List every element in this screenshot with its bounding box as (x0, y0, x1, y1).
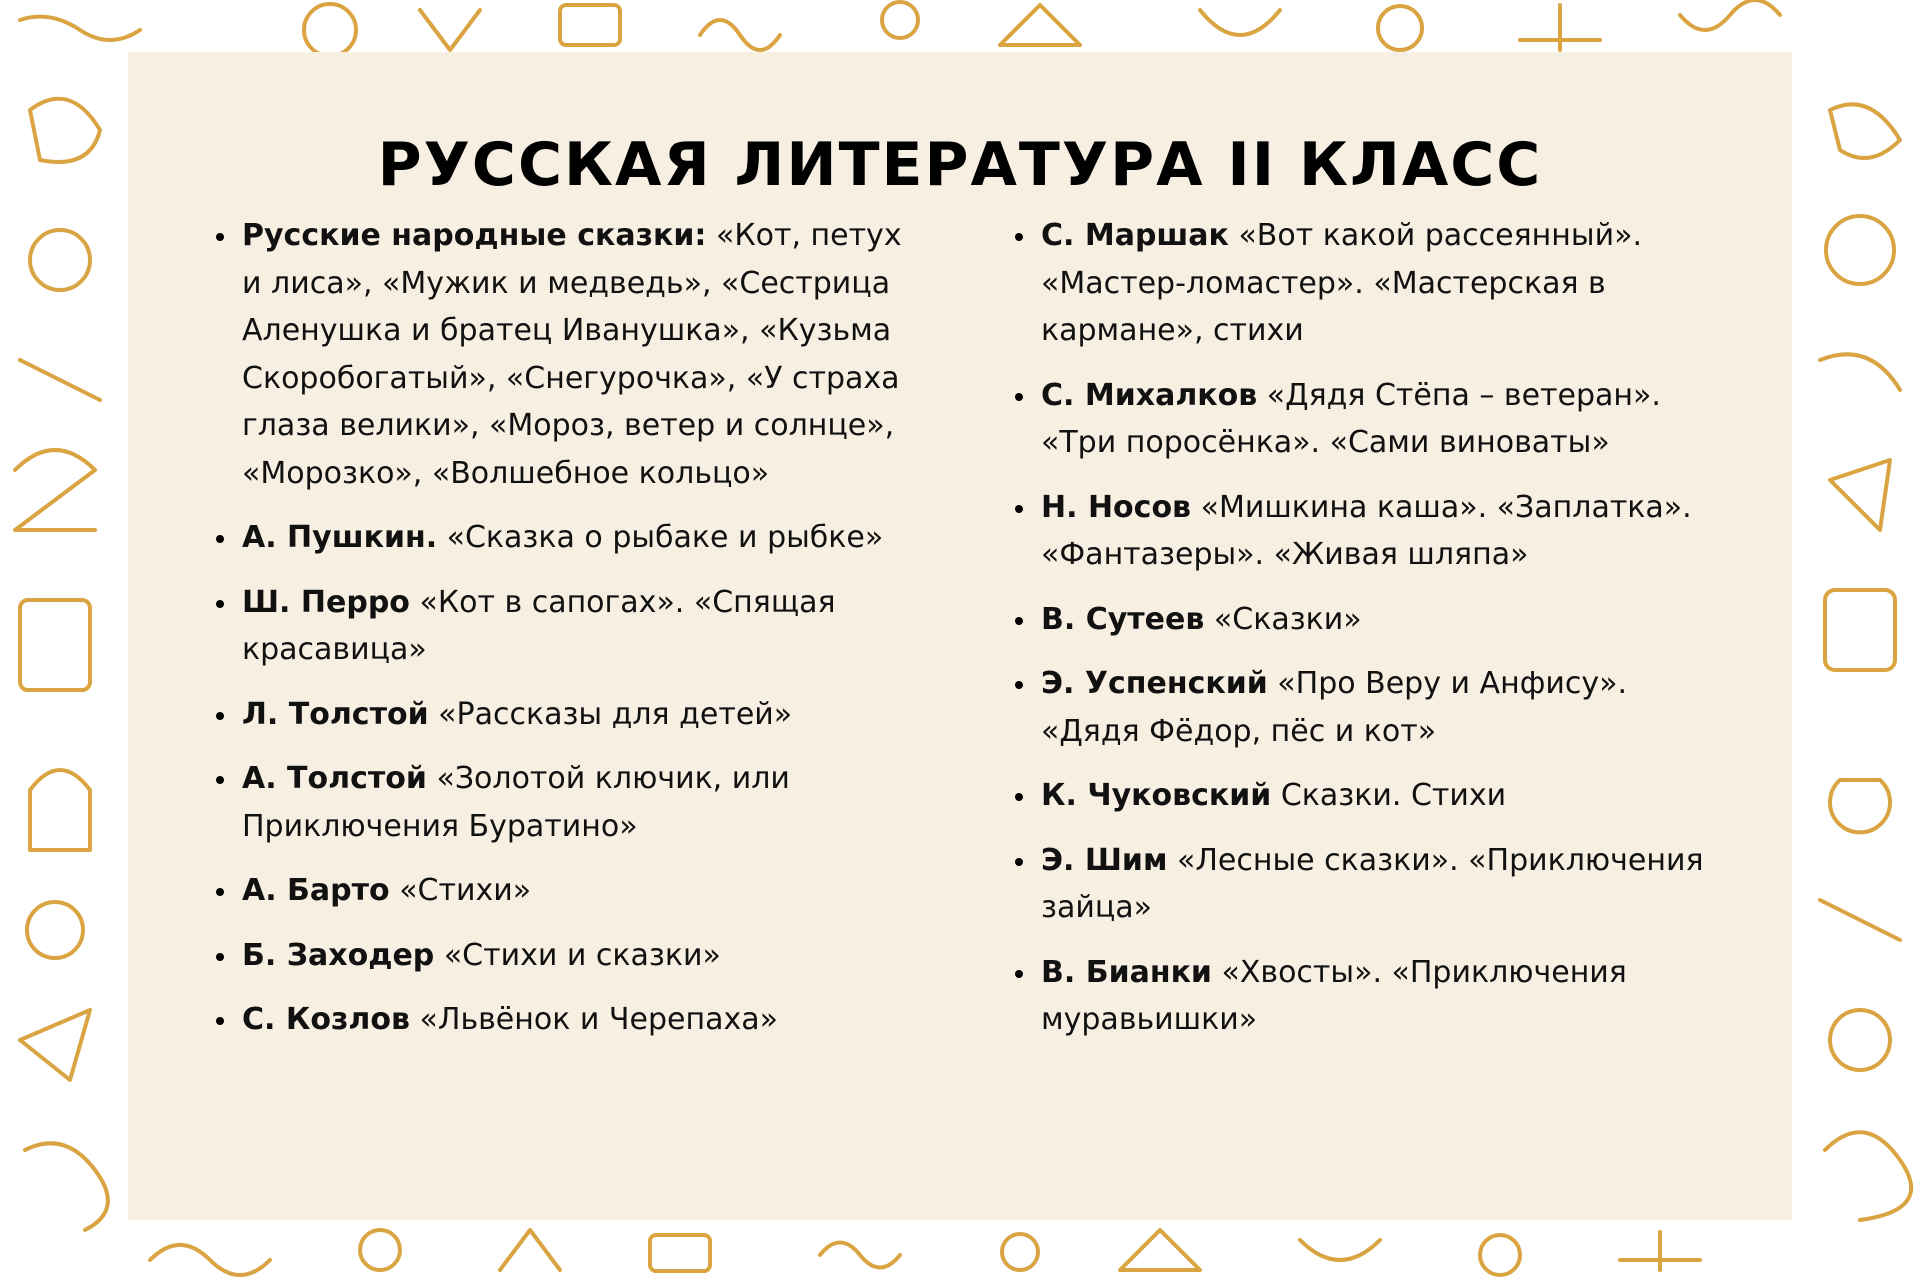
list-item: Русские народные сказки: «Кот, петух и лиса», «Мужик и медведь», «Сестрица Аленушка и братец Иванушка», «Кузьма Скоробогатый», «Снегурочка», «У страха глаза велики», «Мороз, ветер и солнце», «Морозко», «Волшебное кольцо» (216, 212, 916, 497)
content-panel (128, 52, 1792, 1220)
list-item: В. Бианки «Хвосты». «Приключения муравьишки» (1015, 949, 1735, 1044)
list-item: Б. Заходер «Стихи и сказки» (216, 932, 916, 980)
list-item: С. Маршак «Вот какой рассеянный». «Мастер-ломастер». «Мастерская в кармане», стихи (1015, 212, 1735, 355)
list-item: А. Толстой «Золотой ключик, или Приключения Буратино» (216, 755, 916, 850)
list-item: С. Михалков «Дядя Стёпа – ветеран». «Три поросёнка». «Сами виноваты» (1015, 372, 1735, 467)
list-item: В. Сутеев «Сказки» (1015, 596, 1735, 644)
reading-list-right (1015, 212, 1735, 1061)
list-item: К. Чуковский Сказки. Стихи (1015, 772, 1735, 820)
list-item: Л. Толстой «Рассказы для детей» (216, 691, 916, 739)
list-item: Н. Носов «Мишкина каша». «Заплатка». «Фантазеры». «Живая шляпа» (1015, 484, 1735, 579)
list-item: А. Барто «Стихи» (216, 867, 916, 915)
list-item: Э. Успенский «Про Веру и Анфису». «Дядя Фёдор, пёс и кот» (1015, 660, 1735, 755)
list-item: С. Козлов «Львёнок и Черепаха» (216, 996, 916, 1044)
list-item: А. Пушкин. «Сказка о рыбаке и рыбке» (216, 514, 916, 562)
list-item: Ш. Перро «Кот в сапогах». «Спящая красавица» (216, 579, 916, 674)
reading-list-left (216, 212, 916, 1061)
list-item: Э. Шим «Лесные сказки». «Приключения зайца» (1015, 837, 1735, 932)
page-title: РУССКАЯ ЛИТЕРАТУРА II КЛАСС (377, 130, 1543, 200)
